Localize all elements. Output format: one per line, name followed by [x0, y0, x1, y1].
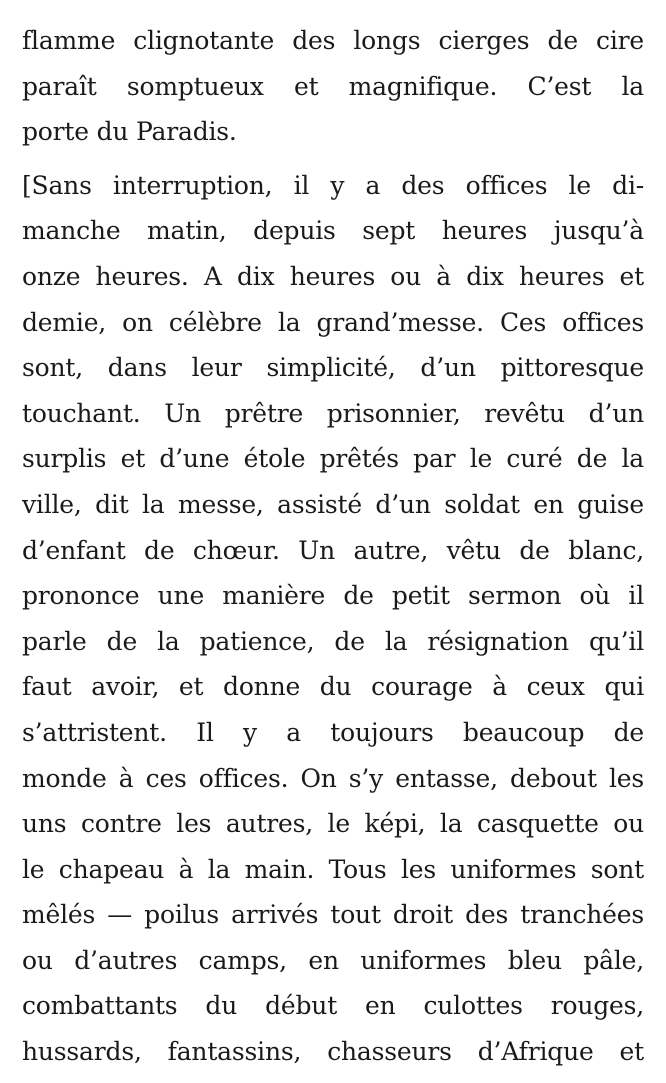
paragraph-2	[22, 163, 644, 1075]
text-line: faut avoir, et donne du courage à ceux qui	[22, 672, 644, 702]
text-line: mêlés — poilus arrivés tout droit des tranchées	[22, 900, 644, 930]
paragraph-1	[22, 18, 644, 155]
text-line: [Sans interruption, il y a des offices le di-	[22, 170, 644, 200]
text-line: flamme clignotante des longs cierges de cire	[22, 26, 644, 55]
text-line: demie, on célèbre la grand’messe. Ces offices	[22, 307, 644, 337]
text-line: touchant. Un prêtre prisonnier, revêtu d’un	[22, 398, 644, 428]
text-line: paraît somptueux et magnifique. C’est la	[22, 71, 644, 101]
text-line: surplis et d’une étole prêtés par le curé de la	[22, 444, 644, 474]
text-line: combattants du début en culottes rouges,	[22, 991, 644, 1021]
text-line: porte du Paradis.	[22, 117, 237, 147]
text-line: d’enfant de chœur. Un autre, vêtu de blanc,	[22, 535, 644, 565]
text-line: sont, dans leur simplicité, d’un pittoresque	[22, 353, 644, 383]
text-line: uns contre les autres, le képi, la casquette ou	[22, 809, 644, 839]
text-line: parle de la patience, de la résignation qu’il	[22, 626, 644, 656]
text-line: ou d’autres camps, en uniformes bleu pâle,	[22, 945, 644, 975]
text-line: hussards, fantassins, chasseurs d’Afrique et	[22, 1037, 644, 1067]
text-line: le chapeau à la main. Tous les uniformes sont	[22, 854, 644, 884]
text-line: manche matin, depuis sept heures jusqu’à	[22, 216, 644, 246]
text-line: s’attristent. Il y a toujours beaucoup de	[22, 717, 644, 747]
text-line: onze heures. A dix heures ou à dix heures et	[22, 261, 644, 291]
text-line: ville, dit la messe, assisté d’un soldat en guise	[22, 489, 644, 519]
text-line: monde à ces offices. On s’y entasse, debout les	[22, 763, 644, 793]
text-line: prononce une manière de petit sermon où il	[22, 581, 644, 611]
book-page	[22, 18, 644, 1083]
